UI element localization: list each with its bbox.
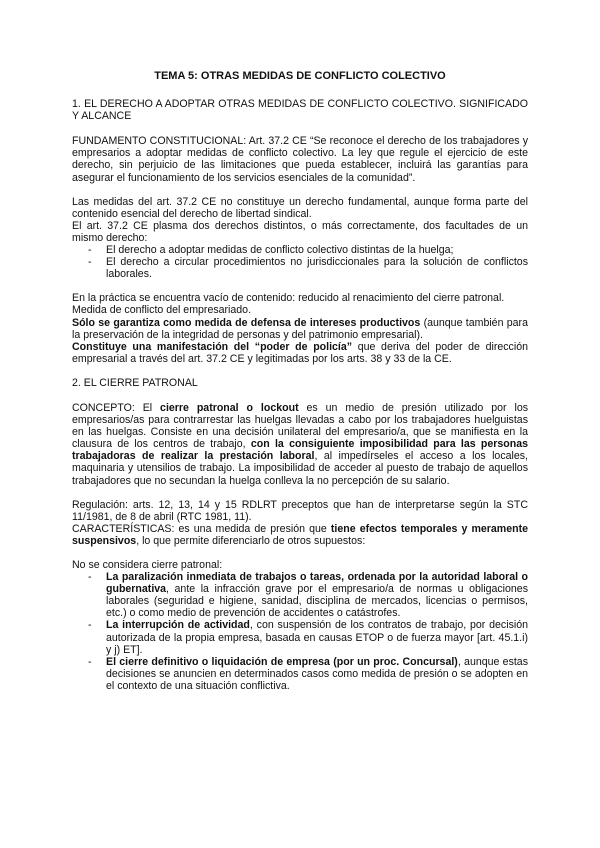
no-cierre-list	[72, 571, 528, 692]
medida-conflicto-line: Medida de conflicto del empresariado.	[72, 304, 252, 317]
section-1-heading: 1. EL DERECHO A ADOPTAR OTRAS MEDIDAS DE CONFLICTO COLECTIVO. SIGNIFICADO Y ALCANCE	[72, 98, 528, 123]
plasma-paragraph: El art. 37.2 CE plasma dos derechos distintos, o más correctamente, dos facultades de un mismo derecho:	[72, 219, 528, 244]
caracteristicas-paragraph: CARACTERÍSTICAS: es una medida de presión que tiene efectos temporales y meramente suspensivos, lo que permite diferenciarlo de otros supuestos:	[72, 522, 528, 547]
list-item: - El derecho a circular procedimientos no jurisdiccionales para la solución de conflictos laborales.	[72, 256, 528, 280]
fundamento-paragraph: FUNDAMENTO CONSTITUCIONAL: Art. 37.2 CE “Se reconoce el derecho de los trabajadores y empresarios a adoptar medidas de conflicto colectivo. La ley que regule el ejercicio de este derecho, sin perjuicio de las limitaciones que pueda establecer, incluirá las garantías para asegurar el funcionamiento de los servicios esenciales de la comunidad”.	[72, 135, 528, 184]
document-page	[72, 70, 528, 692]
list-item: - La interrupción de actividad, con suspensión de los contratos de trabajo, por decisión autorizada de la propia empresa, basada en causas ETOP o de fuerza mayor [art. 45.1.i) y j) ET].	[72, 619, 528, 655]
list-item: - La paralización inmediata de trabajos o tareas, ordenada por la autoridad laboral o gubernativa, ante la infracción grave por el empresario/a de normas u obligaciones laborales (seguridad e higiene, sanidad, disciplina de mercados, licencias o permisos, etc.) o como medio de prevención de accidentes o catástrofes.	[72, 571, 528, 619]
list-item: - El derecho a adoptar medidas de conflicto colectivo distintas de la huelga;	[72, 244, 528, 256]
constituye-paragraph: Constituye una manifestación del “poder de policía” que deriva del poder de dirección empresarial a través del art. 37.2 CE y legitimadas por los arts. 38 y 33 de la CE.	[72, 340, 528, 365]
document-title: TEMA 5: OTRAS MEDIDAS DE CONFLICTO COLECTIVO	[154, 70, 446, 82]
section-2-heading: 2. EL CIERRE PATRONAL	[72, 376, 198, 389]
bold-text: Constituye una manifestación del “poder de policía”	[72, 340, 353, 353]
no-considera-line: No se considera cierre patronal:	[72, 559, 223, 571]
derechos-list	[72, 244, 528, 280]
medidas-paragraph: Las medidas del art. 37.2 CE no constituye un derecho fundamental, aunque forma parte del contenido esencial del derecho de libertad sindical.	[72, 195, 528, 220]
practica-paragraph: En la práctica se encuentra vacío de contenido: reducido al renacimiento del cierre patronal.	[72, 292, 505, 305]
bold-text: Sólo se garantiza como medida de defensa de intereses productivos	[72, 316, 421, 329]
solo-garantiza-paragraph: Sólo se garantiza como medida de defensa de intereses productivos (aunque también para la preservación de la integridad de personas y del patrimonio empresarial).	[72, 316, 528, 341]
concepto-paragraph: CONCEPTO: El cierre patronal o lockout es un medio de presión utilizado por los empresarios/as para contrarrestar las huelgas llevadas a cabo por los trabajadores huelguistas en las huelgas. Consiste en una decisión unilateral del empresario/a, que se manifiesta en la clausura de los centros de trabajo, con la consiguiente imposibilidad para las personas trabajadoras de realizar la prestación laboral, al impedírseles el acceso a los locales, maquinaria y utensilios de trabajo. La imposibilidad de acceder al puesto de trabajo de aquellos trabajadores que no secundan la huelga conlleva la no percepción de su salario.	[72, 401, 529, 487]
list-item: - El cierre definitivo o liquidación de empresa (por un proc. Concursal), aunque estas decisiones se anuncien en determinados casos como medida de presión o se adopten en el contexto de una situación conflictiva.	[72, 656, 528, 692]
regulacion-paragraph: Regulación: arts. 12, 13, 14 y 15 RDLRT preceptos que han de interpretarse según la STC 11/1981, de 8 de abril (RTC 1981, 11).	[72, 498, 528, 523]
